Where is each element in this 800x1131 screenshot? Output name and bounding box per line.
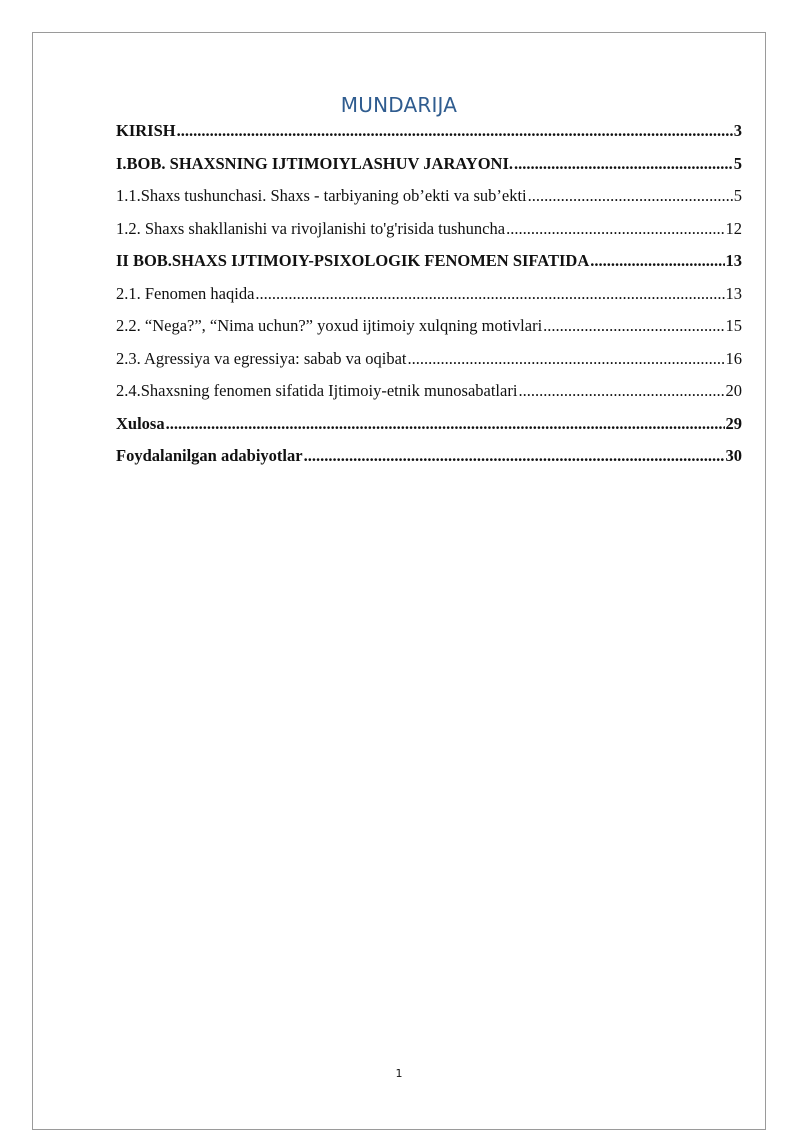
document-page — [32, 32, 766, 1130]
toc-entry-page: 15 — [725, 316, 742, 335]
toc-entry-page: 20 — [725, 381, 742, 400]
toc-entry[interactable] — [116, 446, 742, 479]
toc-entry[interactable] — [116, 349, 742, 382]
toc-entry-label: Foydalanilgan adabiyotlar — [116, 446, 303, 465]
toc-entry-label: 2.3. Agressiya va egressiya: sabab va oqibat — [116, 348, 407, 368]
toc-leader-dots — [408, 349, 725, 369]
toc-title: MUNDARIJA — [340, 93, 458, 117]
toc-leader-dots — [518, 381, 724, 401]
toc-entry[interactable] — [116, 121, 742, 154]
toc-leader-dots — [590, 251, 724, 271]
toc-leader-dots — [506, 219, 724, 239]
toc-entry-label: II BOB.SHAXS IJTIMOIY-PSIXOLOGIK FENOMEN SIFATIDA — [116, 251, 590, 270]
toc-entry-label: 2.2. “Nega?”, “Nima uchun?” yoxud ijtimoiy xulqning motivlari — [116, 316, 543, 335]
toc-leader-dots — [177, 121, 733, 141]
toc-entry-label: KIRISH — [116, 121, 176, 140]
toc-leader-dots — [543, 316, 724, 336]
toc-entry-page: 5 — [733, 186, 742, 205]
toc-entry-label: 2.1. Fenomen haqida — [116, 283, 255, 303]
toc-entry-page: 12 — [725, 218, 742, 238]
toc-leader-dots — [304, 446, 725, 466]
toc-leader-dots — [514, 154, 733, 174]
toc-entry[interactable] — [116, 154, 742, 187]
table-of-contents — [116, 121, 742, 479]
toc-leader-dots — [528, 186, 733, 206]
toc-entry-label: 2.4.Shaxsning fenomen sifatida Ijtimoiy-etnik munosabatlari — [116, 381, 518, 400]
toc-leader-dots — [255, 284, 724, 304]
toc-entry-page: 30 — [725, 446, 742, 465]
toc-entry-label: Xulosa — [116, 413, 165, 433]
toc-entry[interactable] — [116, 381, 742, 414]
toc-entry-page: 13 — [725, 251, 742, 270]
toc-entry[interactable] — [116, 186, 742, 219]
page-number: 1 — [395, 1067, 403, 1080]
toc-entry-label: I.BOB. SHAXSNING IJTIMOIYLASHUV JARAYONI. — [116, 153, 513, 173]
toc-leader-dots — [166, 414, 725, 434]
toc-entry-page: 16 — [725, 348, 742, 368]
toc-entry[interactable] — [116, 284, 742, 317]
toc-entry-label: 1.1.Shaxs tushunchasi. Shaxs - tarbiyaning ob’ekti va sub’ekti — [116, 186, 527, 205]
toc-entry[interactable] — [116, 414, 742, 447]
toc-entry-page: 5 — [733, 153, 742, 173]
toc-entry-label: 1.2. Shaxs shakllanishi va rivojlanishi to'g'risida tushuncha — [116, 218, 506, 238]
toc-entry-page: 29 — [725, 413, 742, 433]
toc-entry[interactable] — [116, 316, 742, 349]
toc-entry[interactable] — [116, 219, 742, 252]
toc-entry-page: 13 — [725, 283, 742, 303]
toc-entry[interactable] — [116, 251, 742, 284]
toc-entry-page: 3 — [733, 121, 742, 140]
